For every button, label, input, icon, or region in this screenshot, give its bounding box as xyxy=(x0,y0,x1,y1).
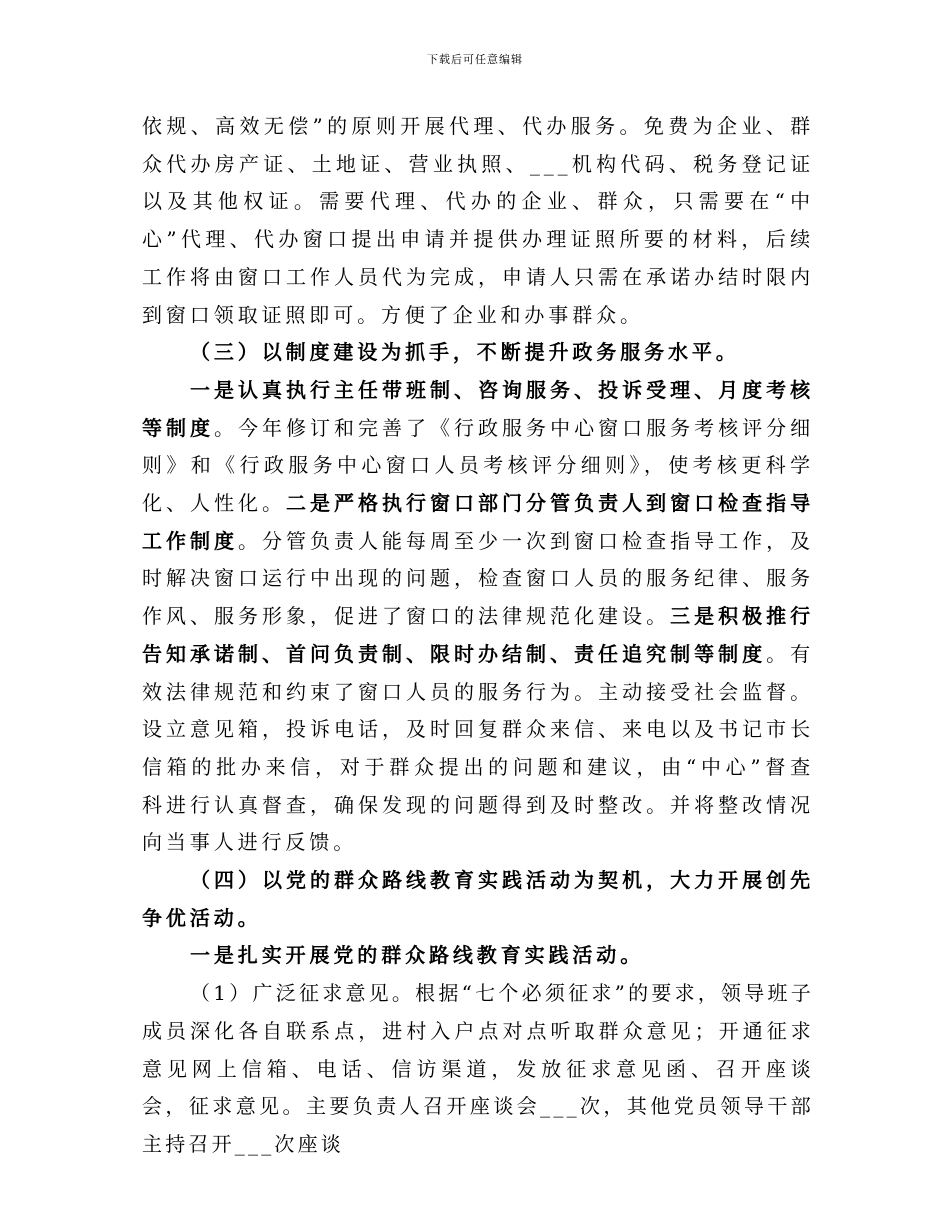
document-body xyxy=(142,108,814,1164)
point-one-text: 。今年修订和完善了《行政服务中心窗口服务考核评分细则》和《行政服务中心窗口人员考核评分细则》，使考核更科学化、人性化。 xyxy=(142,415,815,516)
subsection-heading: 一是扎实开展党的群众路线教育实践活动。 xyxy=(190,943,645,968)
list-item-1: （1）广泛征求意见。根据“七个必须征求”的要求，领导班子成员深化各自联系点，进村入户点对点听取群众意见；开通征求意见网上信箱、电话、信访渠道，发放征求意见函、召开座谈会，征求意见。主要负责人召开座谈会___次，其他党员领导干部主持召开___次座谈 xyxy=(142,981,814,1156)
section-heading-4: （四）以党的群众路线教育实践活动为契机，大力开展创先争优活动。 xyxy=(142,868,814,930)
point-three-text: 。有效法律规范和约束了窗口人员的服务行为。主动接受社会监督。设立意见箱，投诉电话，及时回复群众来信、来电以及书记市长信箱的批办来信，对于群众提出的问题和建议，由“中心”督查科进行认真督查，确保发现的问题得到及时整改。并将整改情况向当事人进行反馈。 xyxy=(142,641,814,855)
page-header: 下载后可任意编辑 xyxy=(427,53,523,66)
point-two-text: 。分管负责人能每周至少一次到窗口检查指导工作，及时解决窗口运行中出现的问题，检查窗口人员的服务纪律、服务作风、服务形象，促进了窗口的法律规范化建设。 xyxy=(142,528,814,629)
paragraph-1: 依规、高效无偿”的原则开展代理、代办服务。免费为企业、群众代办房产证、土地证、营业执照、___机构代码、税务登记证以及其他权证。需要代理、代办的企业、群众，只需要在“中心”代理、代办窗口提出申请并提供办理证照所要的材料，后续工作将由窗口工作人员代为完成，申请人只需在承诺办结时限内到窗口领取证照即可。方便了企业和办事群众。 xyxy=(142,114,814,327)
point-three-heading: 三是积极推行告知承诺制、首问负责制、限时办结制、责任追究制等制度 xyxy=(142,604,814,666)
point-one-heading: 一是认真执行主任带班制、咨询服务、投诉受理、月度考核等制度 xyxy=(142,377,814,440)
paragraph-3 xyxy=(142,372,814,862)
section-heading-3: （三）以制度建设为抓手，不断提升政务服务水平。 xyxy=(190,340,740,365)
point-two-heading: 二是严格执行窗口部门分管负责人到窗口检查指导工作制度 xyxy=(142,491,814,553)
